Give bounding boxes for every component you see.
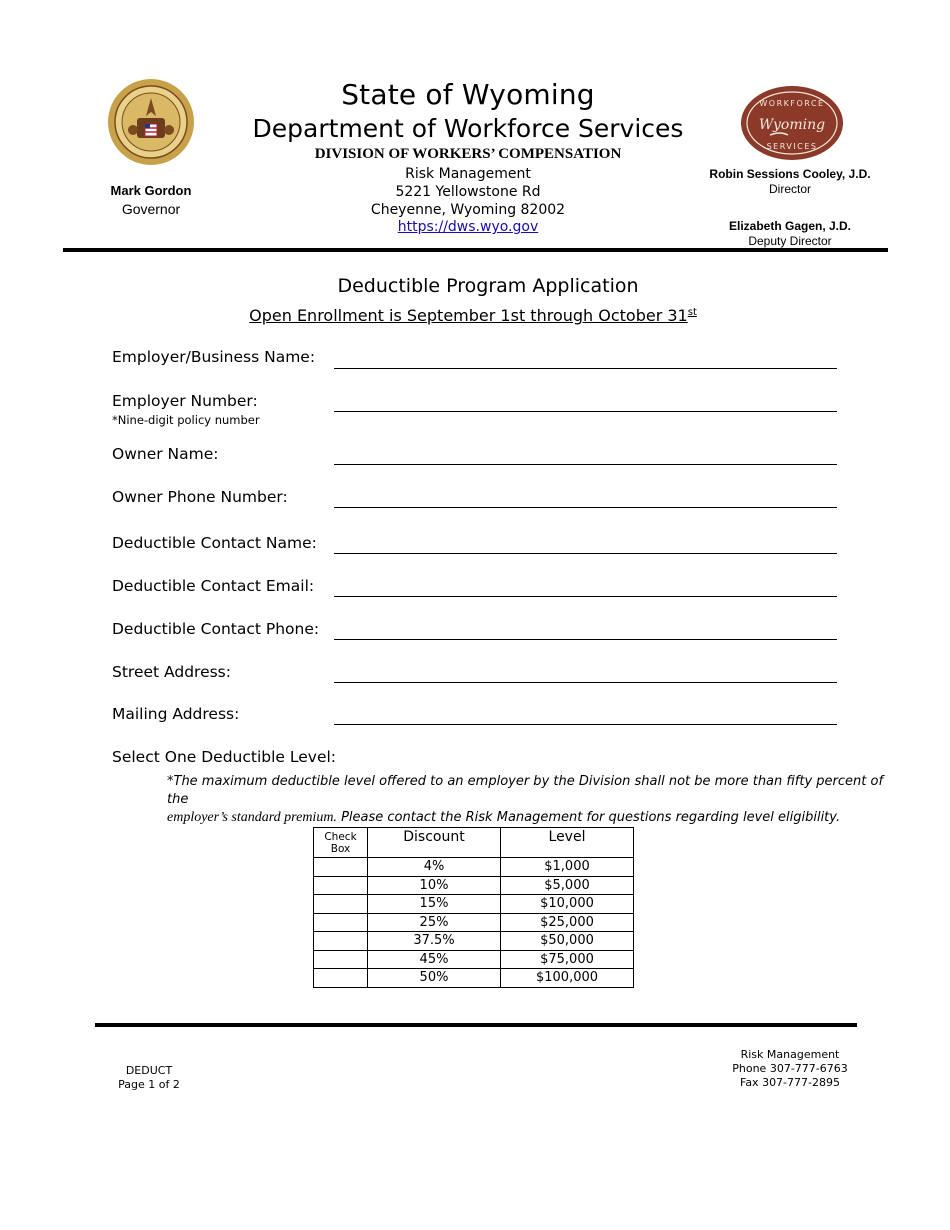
note-part-1: *The maximum deductible level offered to an employer by the Division shall not be more than fifty percent of the: [167, 774, 884, 807]
workforce-services-logo: [740, 85, 844, 161]
level-checkbox-cell[interactable]: [314, 895, 368, 914]
level-cell: $1,000: [501, 858, 634, 877]
discount-column-header: Discount: [368, 828, 501, 858]
governor-name: Mark Gordon: [110, 183, 192, 198]
table-row: [314, 858, 634, 877]
select-deductible-label: Select One Deductible Level:: [112, 748, 337, 766]
mailing-address-field[interactable]: [334, 724, 837, 725]
division-title: DIVISION OF WORKERS’ COMPENSATION: [314, 146, 622, 162]
governor-title: Governor: [121, 201, 181, 217]
enrollment-suffix: st: [687, 307, 697, 318]
table-row: [314, 950, 634, 969]
note-part-3: Please contact the Risk Management for questions regarding level eligibility.: [341, 810, 841, 825]
level-checkbox-cell[interactable]: [314, 858, 368, 877]
employer-number-field[interactable]: [334, 411, 837, 412]
enrollment-notice: [200, 306, 746, 325]
level-cell: $75,000: [501, 950, 634, 969]
discount-cell: 4%: [368, 858, 501, 877]
level-cell: $25,000: [501, 913, 634, 932]
deductible-contact-name-label: Deductible Contact Name:: [112, 534, 317, 552]
discount-cell: 25%: [368, 913, 501, 932]
level-checkbox-cell[interactable]: [314, 876, 368, 895]
address-street: 5221 Yellowstone Rd: [395, 184, 541, 200]
form-code: DEDUCT: [125, 1064, 173, 1077]
logo-top-text: WORKFORCE: [759, 99, 825, 108]
table-row: [314, 913, 634, 932]
logo-middle-text: Wyoming: [758, 117, 826, 133]
table-row: [314, 932, 634, 951]
table-row: [314, 876, 634, 895]
employer-number-label: Employer Number:: [112, 392, 258, 410]
level-cell: $100,000: [501, 969, 634, 988]
level-checkbox-cell[interactable]: [314, 913, 368, 932]
deputy-director-name: Elizabeth Gagen, J.D.: [728, 219, 852, 233]
deductible-contact-name-field[interactable]: [334, 553, 837, 554]
footer-divider: [95, 1023, 857, 1027]
discount-cell: 15%: [368, 895, 501, 914]
level-cell: $5,000: [501, 876, 634, 895]
footer-phone: Phone 307-777-6763: [732, 1062, 848, 1075]
level-checkbox-cell[interactable]: [314, 969, 368, 988]
enrollment-text: Open Enrollment is September 1st through October 31: [249, 306, 688, 325]
owner-name-field[interactable]: [334, 464, 837, 465]
discount-cell: 10%: [368, 876, 501, 895]
employer-business-name-field[interactable]: [334, 368, 837, 369]
footer-fax: Fax 307-777-2895: [740, 1076, 840, 1089]
state-title: State of Wyoming: [341, 78, 595, 111]
table-row: [314, 969, 634, 988]
website-link[interactable]: https://dws.wyo.gov: [397, 219, 539, 235]
level-checkbox-cell[interactable]: [314, 950, 368, 969]
deductible-contact-email-field[interactable]: [334, 596, 837, 597]
employer-number-note: *Nine-digit policy number: [112, 413, 260, 427]
director-title: Director: [768, 182, 811, 196]
note-part-2: employer’s standard premium.: [167, 810, 337, 825]
form-title: Deductible Program Application: [337, 275, 639, 297]
department-title: Department of Workforce Services: [252, 114, 684, 143]
address-unit: Risk Management: [405, 166, 531, 182]
level-checkbox-cell[interactable]: [314, 932, 368, 951]
website-line: [290, 219, 646, 235]
deputy-director-title: Deputy Director: [748, 234, 832, 248]
address-city: Cheyenne, Wyoming 82002: [370, 202, 566, 218]
deductible-level-table: [313, 827, 634, 988]
deductible-contact-phone-label: Deductible Contact Phone:: [112, 620, 320, 638]
level-column-header: Level: [501, 828, 634, 858]
street-address-label: Street Address:: [112, 663, 231, 681]
discount-cell: 37.5%: [368, 932, 501, 951]
checkbox-column-header: Check Box: [314, 828, 368, 858]
mailing-address-label: Mailing Address:: [112, 705, 240, 723]
owner-phone-field[interactable]: [334, 507, 837, 508]
deductible-contact-email-label: Deductible Contact Email:: [112, 577, 315, 595]
table-row: [314, 895, 634, 914]
footer-unit: Risk Management: [740, 1048, 840, 1061]
level-cell: $10,000: [501, 895, 634, 914]
deductible-contact-phone-field[interactable]: [334, 639, 837, 640]
state-seal-image: [107, 78, 195, 166]
owner-name-label: Owner Name:: [112, 445, 219, 463]
employer-business-name-label: Employer/Business Name:: [112, 348, 316, 366]
level-cell: $50,000: [501, 932, 634, 951]
logo-bottom-text: SERVICES: [766, 142, 818, 151]
table-header-row: [314, 828, 634, 858]
discount-cell: 50%: [368, 969, 501, 988]
director-name: Robin Sessions Cooley, J.D.: [709, 167, 871, 181]
header-divider: [63, 248, 888, 252]
discount-cell: 45%: [368, 950, 501, 969]
street-address-field[interactable]: [334, 682, 837, 683]
page-number: Page 1 of 2: [118, 1078, 180, 1091]
deductible-note: [167, 773, 887, 827]
owner-phone-label: Owner Phone Number:: [112, 488, 288, 506]
